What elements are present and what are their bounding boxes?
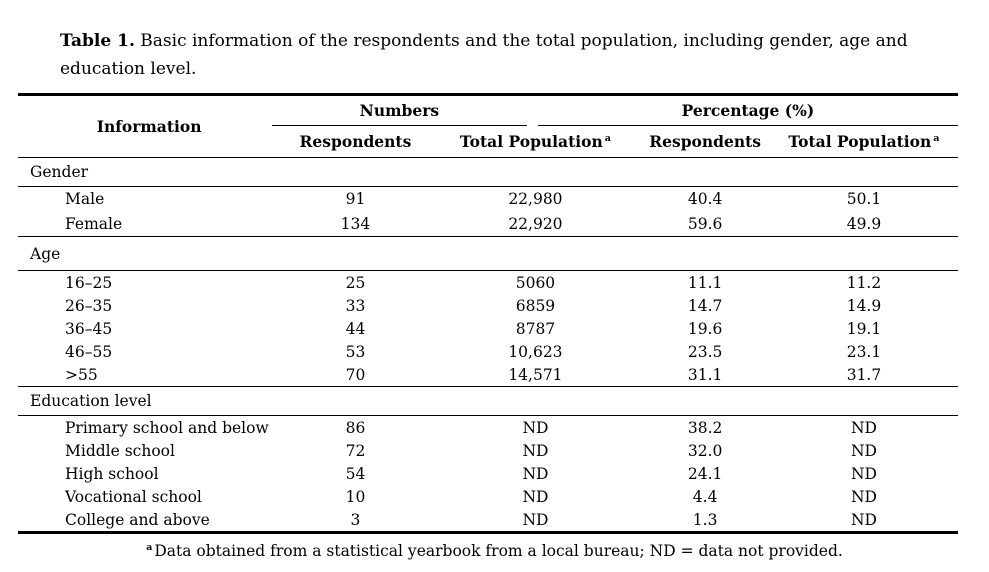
row-label: Female bbox=[65, 214, 123, 233]
header-total-population-numbers bbox=[431, 132, 641, 151]
cell-respondents-number: 33 bbox=[345, 296, 366, 315]
cell-total-population-number: 10,623 bbox=[508, 342, 563, 361]
cell-total-population-percentage: ND bbox=[850, 441, 877, 460]
table-footnote bbox=[0, 539, 989, 563]
table bbox=[18, 93, 958, 534]
footnote-marker-sup: a bbox=[933, 132, 940, 144]
table-caption-label: Table 1. bbox=[60, 31, 135, 51]
cell-total-population-percentage: 11.2 bbox=[846, 273, 882, 292]
header-group-numbers: Numbers bbox=[359, 101, 440, 120]
header-information: Information bbox=[96, 117, 202, 136]
table-row bbox=[18, 508, 958, 531]
cell-respondents-percentage: 24.1 bbox=[687, 464, 723, 483]
cell-respondents-percentage: 38.2 bbox=[687, 418, 723, 437]
cell-respondents-percentage: 19.6 bbox=[687, 319, 723, 338]
table-row bbox=[18, 271, 958, 294]
cell-respondents-percentage: 14.7 bbox=[687, 296, 723, 315]
row-label: 16–25 bbox=[65, 273, 113, 292]
cell-respondents-percentage: 23.5 bbox=[687, 342, 723, 361]
section-label-education: Education level bbox=[18, 386, 958, 416]
cell-respondents-number: 91 bbox=[345, 190, 366, 209]
row-label: Vocational school bbox=[65, 487, 202, 506]
cell-respondents-number: 134 bbox=[340, 214, 371, 233]
row-label: Male bbox=[65, 190, 105, 209]
header-total-population-percentage-text: Total Population bbox=[788, 132, 932, 151]
cell-respondents-number: 44 bbox=[345, 319, 366, 338]
table-header bbox=[18, 96, 958, 157]
cell-total-population-percentage: 14.9 bbox=[846, 296, 882, 315]
table-row bbox=[18, 363, 958, 386]
cell-respondents-number: 70 bbox=[345, 365, 366, 384]
row-label: 26–35 bbox=[65, 296, 113, 315]
header-total-population-percentage bbox=[770, 132, 958, 151]
cell-total-population-percentage: ND bbox=[850, 464, 877, 483]
cell-respondents-number: 86 bbox=[345, 418, 366, 437]
row-label: College and above bbox=[65, 510, 210, 529]
cell-respondents-percentage: 1.3 bbox=[692, 510, 718, 529]
cell-respondents-percentage: 31.1 bbox=[687, 365, 723, 384]
header-subrow bbox=[18, 126, 958, 157]
header-total-population-numbers-text: Total Population bbox=[459, 132, 603, 151]
cell-total-population-number: ND bbox=[522, 487, 549, 506]
cell-total-population-number: 8787 bbox=[515, 319, 556, 338]
section-label-gender: Gender bbox=[18, 157, 958, 187]
table-caption-text: Basic information of the respondents and the total population, including gender, age and education level. bbox=[60, 31, 908, 79]
cell-respondents-percentage: 32.0 bbox=[687, 441, 723, 460]
cell-respondents-number: 3 bbox=[350, 510, 361, 529]
cell-total-population-percentage: 23.1 bbox=[846, 342, 882, 361]
table-row bbox=[18, 317, 958, 340]
section-label-age: Age bbox=[18, 236, 958, 271]
cell-total-population-number: ND bbox=[522, 441, 549, 460]
cell-total-population-percentage: 31.7 bbox=[846, 365, 882, 384]
cell-total-population-percentage: 19.1 bbox=[846, 319, 882, 338]
table-row bbox=[18, 212, 958, 237]
section-age bbox=[18, 236, 958, 386]
cell-total-population-number: 22,980 bbox=[508, 190, 563, 209]
cell-total-population-percentage: 49.9 bbox=[846, 214, 882, 233]
cell-respondents-number: 10 bbox=[345, 487, 366, 506]
header-group-percentage: Percentage (%) bbox=[681, 101, 815, 120]
table-row bbox=[18, 439, 958, 462]
header-respondents-numbers: Respondents bbox=[299, 132, 412, 151]
row-label: Primary school and below bbox=[65, 418, 269, 437]
footnote-marker-sup: a bbox=[604, 132, 611, 144]
cell-total-population-number: 5060 bbox=[515, 273, 556, 292]
table-row bbox=[18, 187, 958, 212]
section-gender bbox=[18, 157, 958, 236]
table-row bbox=[18, 485, 958, 508]
cell-respondents-number: 25 bbox=[345, 273, 366, 292]
cell-respondents-percentage: 59.6 bbox=[687, 214, 723, 233]
header-respondents-percentage: Respondents bbox=[649, 132, 761, 151]
cell-total-population-number: ND bbox=[522, 418, 549, 437]
cell-total-population-number: ND bbox=[522, 464, 549, 483]
cell-respondents-number: 72 bbox=[345, 441, 366, 460]
footnote-text: Data obtained from a statistical yearbook from a local bureau; ND = data not provided. bbox=[154, 542, 843, 560]
row-label: Middle school bbox=[65, 441, 175, 460]
cell-respondents-percentage: 4.4 bbox=[692, 487, 718, 506]
cell-total-population-percentage: ND bbox=[850, 487, 877, 506]
table-row bbox=[18, 416, 958, 439]
cell-total-population-percentage: 50.1 bbox=[846, 190, 882, 209]
row-label: High school bbox=[65, 464, 159, 483]
section-education bbox=[18, 386, 958, 531]
cell-total-population-number: 22,920 bbox=[508, 214, 563, 233]
cell-total-population-number: 14,571 bbox=[508, 365, 563, 384]
row-label: 36–45 bbox=[65, 319, 113, 338]
table-row bbox=[18, 462, 958, 485]
cell-total-population-percentage: ND bbox=[850, 418, 877, 437]
table-row bbox=[18, 294, 958, 317]
cell-respondents-number: 54 bbox=[345, 464, 366, 483]
row-label: 46–55 bbox=[65, 342, 113, 361]
cell-total-population-number: ND bbox=[522, 510, 549, 529]
cell-respondents-percentage: 40.4 bbox=[687, 190, 723, 209]
cell-total-population-percentage: ND bbox=[850, 510, 877, 529]
cell-respondents-percentage: 11.1 bbox=[687, 273, 723, 292]
table-caption bbox=[60, 27, 948, 83]
cell-total-population-number: 6859 bbox=[515, 296, 556, 315]
cell-respondents-number: 53 bbox=[345, 342, 366, 361]
footnote-marker: a bbox=[146, 541, 153, 553]
row-label: >55 bbox=[65, 365, 98, 384]
table-row bbox=[18, 340, 958, 363]
